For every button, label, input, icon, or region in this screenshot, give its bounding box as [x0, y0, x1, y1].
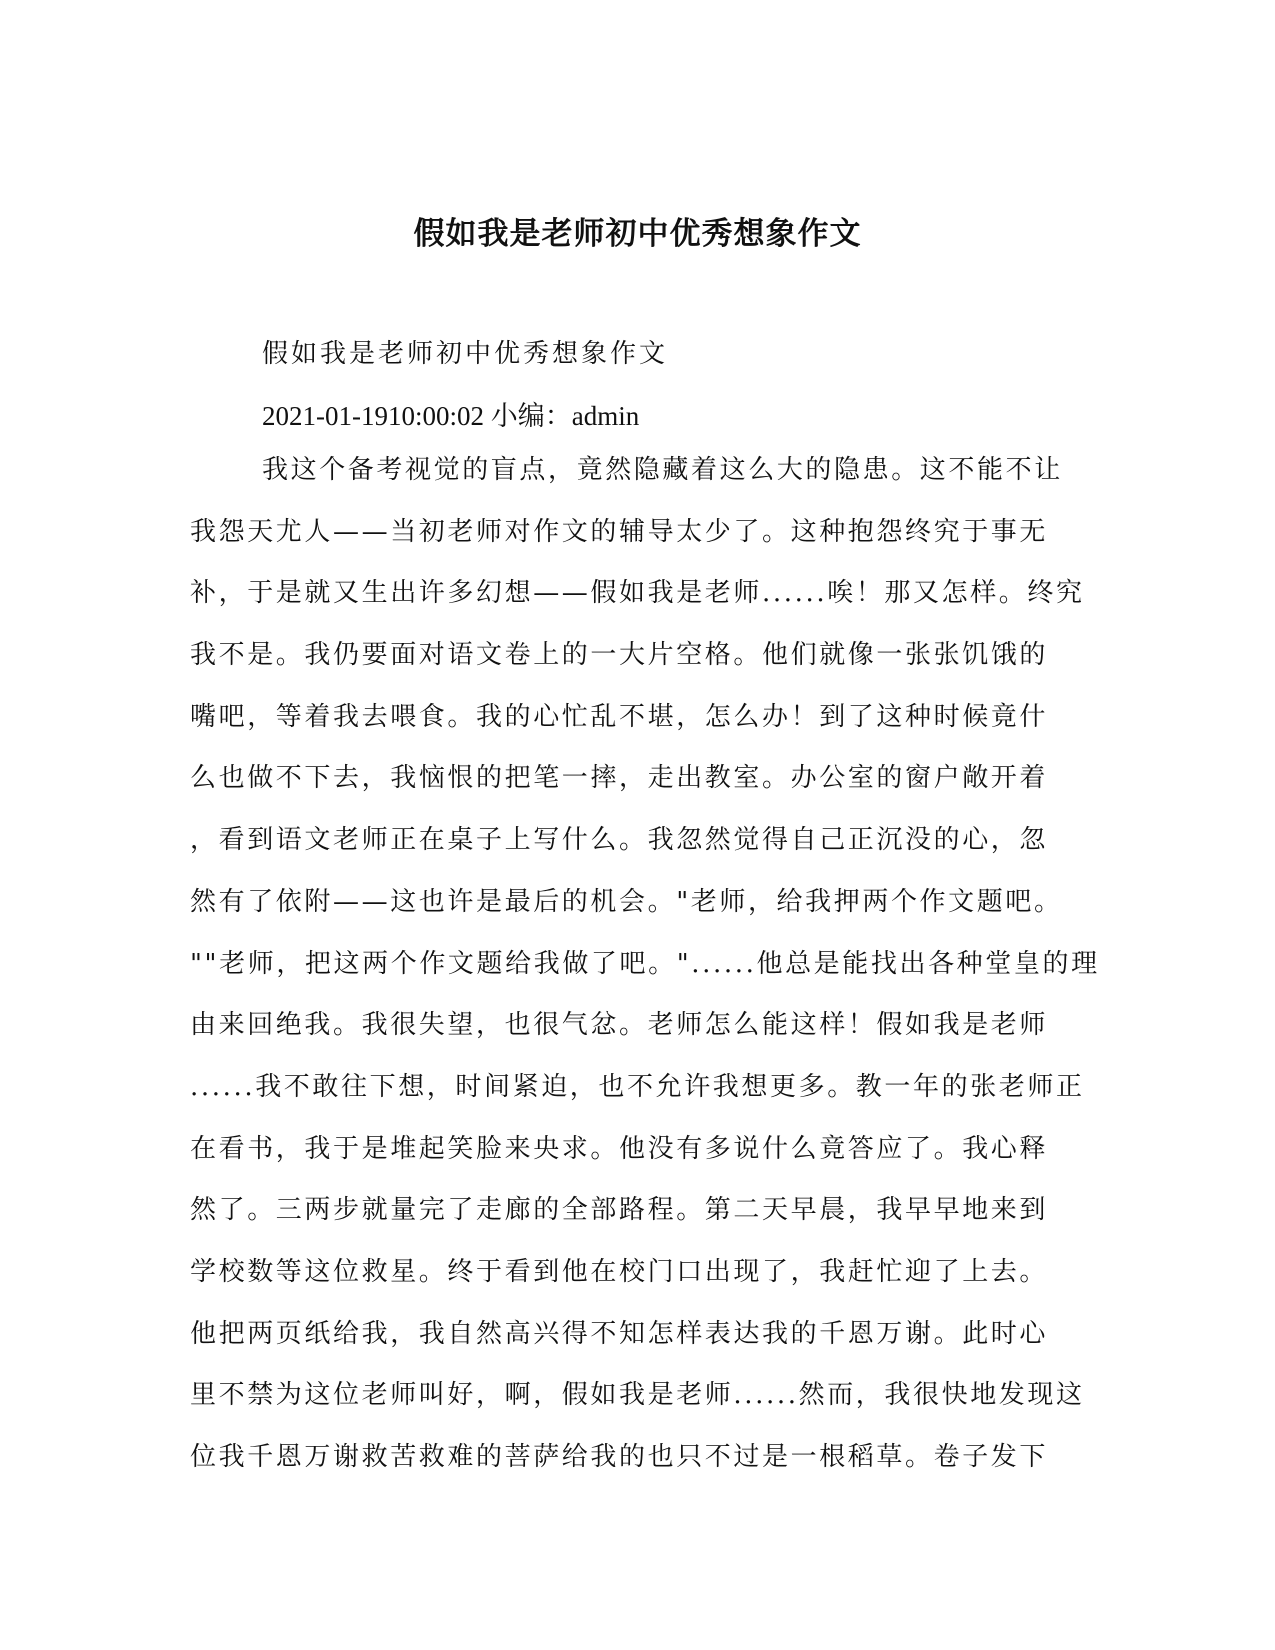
essay-line: 我不是。我仍要面对语文卷上的一大片空格。他们就像一张张饥饿的	[190, 640, 1049, 671]
essay-line: 然有了依附——这也许是最后的机会。"老师，给我押两个作文题吧。	[190, 886, 1063, 917]
essay-line: 补，于是就又生出许多幻想——假如我是老师......唉！那又怎样。终究	[190, 578, 1085, 609]
essay-line: 然了。三两步就量完了走廊的全部路程。第二天早晨，我早早地来到	[190, 1195, 1049, 1226]
essay-line: 他把两页纸给我，我自然高兴得不知怎样表达我的千恩万谢。此时心	[190, 1318, 1049, 1349]
essay-line: 我这个备考视觉的盲点，竟然隐藏着这么大的隐患。这不能不让	[262, 455, 1063, 485]
essay-line: 在看书，我于是堆起笑脸来央求。他没有多说什么竟答应了。我心释	[190, 1133, 1049, 1164]
essay-line: ""老师，把这两个作文题给我做了吧。"......他总是能找出各种堂皇的理	[190, 948, 1100, 979]
essay-body	[190, 450, 1100, 1499]
essay-line: 由来回绝我。我很失望，也很气忿。老师怎么能这样！假如我是老师	[190, 1010, 1049, 1041]
essay-line: 学校数等这位救星。终于看到他在校门口出现了，我赶忙迎了上去。	[190, 1256, 1049, 1287]
essay-line: 么也做不下去，我恼恨的把笔一摔，走出教室。办公室的窗户敞开着	[190, 763, 1049, 794]
publish-meta: 2021-01-1910:00:02 小编：admin	[262, 401, 640, 431]
essay-line: 嘴吧，等着我去喂食。我的心忙乱不堪，怎么办！到了这种时候竟什	[190, 701, 1049, 732]
document-title: 假如我是老师初中优秀想象作文	[413, 216, 862, 252]
essay-line: ......我不敢往下想，时间紧迫，也不允许我想更多。教一年的张老师正	[190, 1071, 1085, 1102]
essay-line: ，看到语文老师正在桌子上写什么。我忽然觉得自己正沉没的心，忽	[190, 825, 1049, 856]
document-subtitle: 假如我是老师初中优秀想象作文	[262, 339, 669, 369]
essay-line: 里不禁为这位老师叫好，啊，假如我是老师......然而，我很快地发现这	[190, 1380, 1085, 1411]
essay-line: 位我千恩万谢救苦救难的菩萨给我的也只不过是一根稻草。卷子发下	[190, 1442, 1049, 1472]
essay-line: 我怨天尤人——当初老师对作文的辅导太少了。这种抱怨终究于事无	[190, 516, 1049, 547]
